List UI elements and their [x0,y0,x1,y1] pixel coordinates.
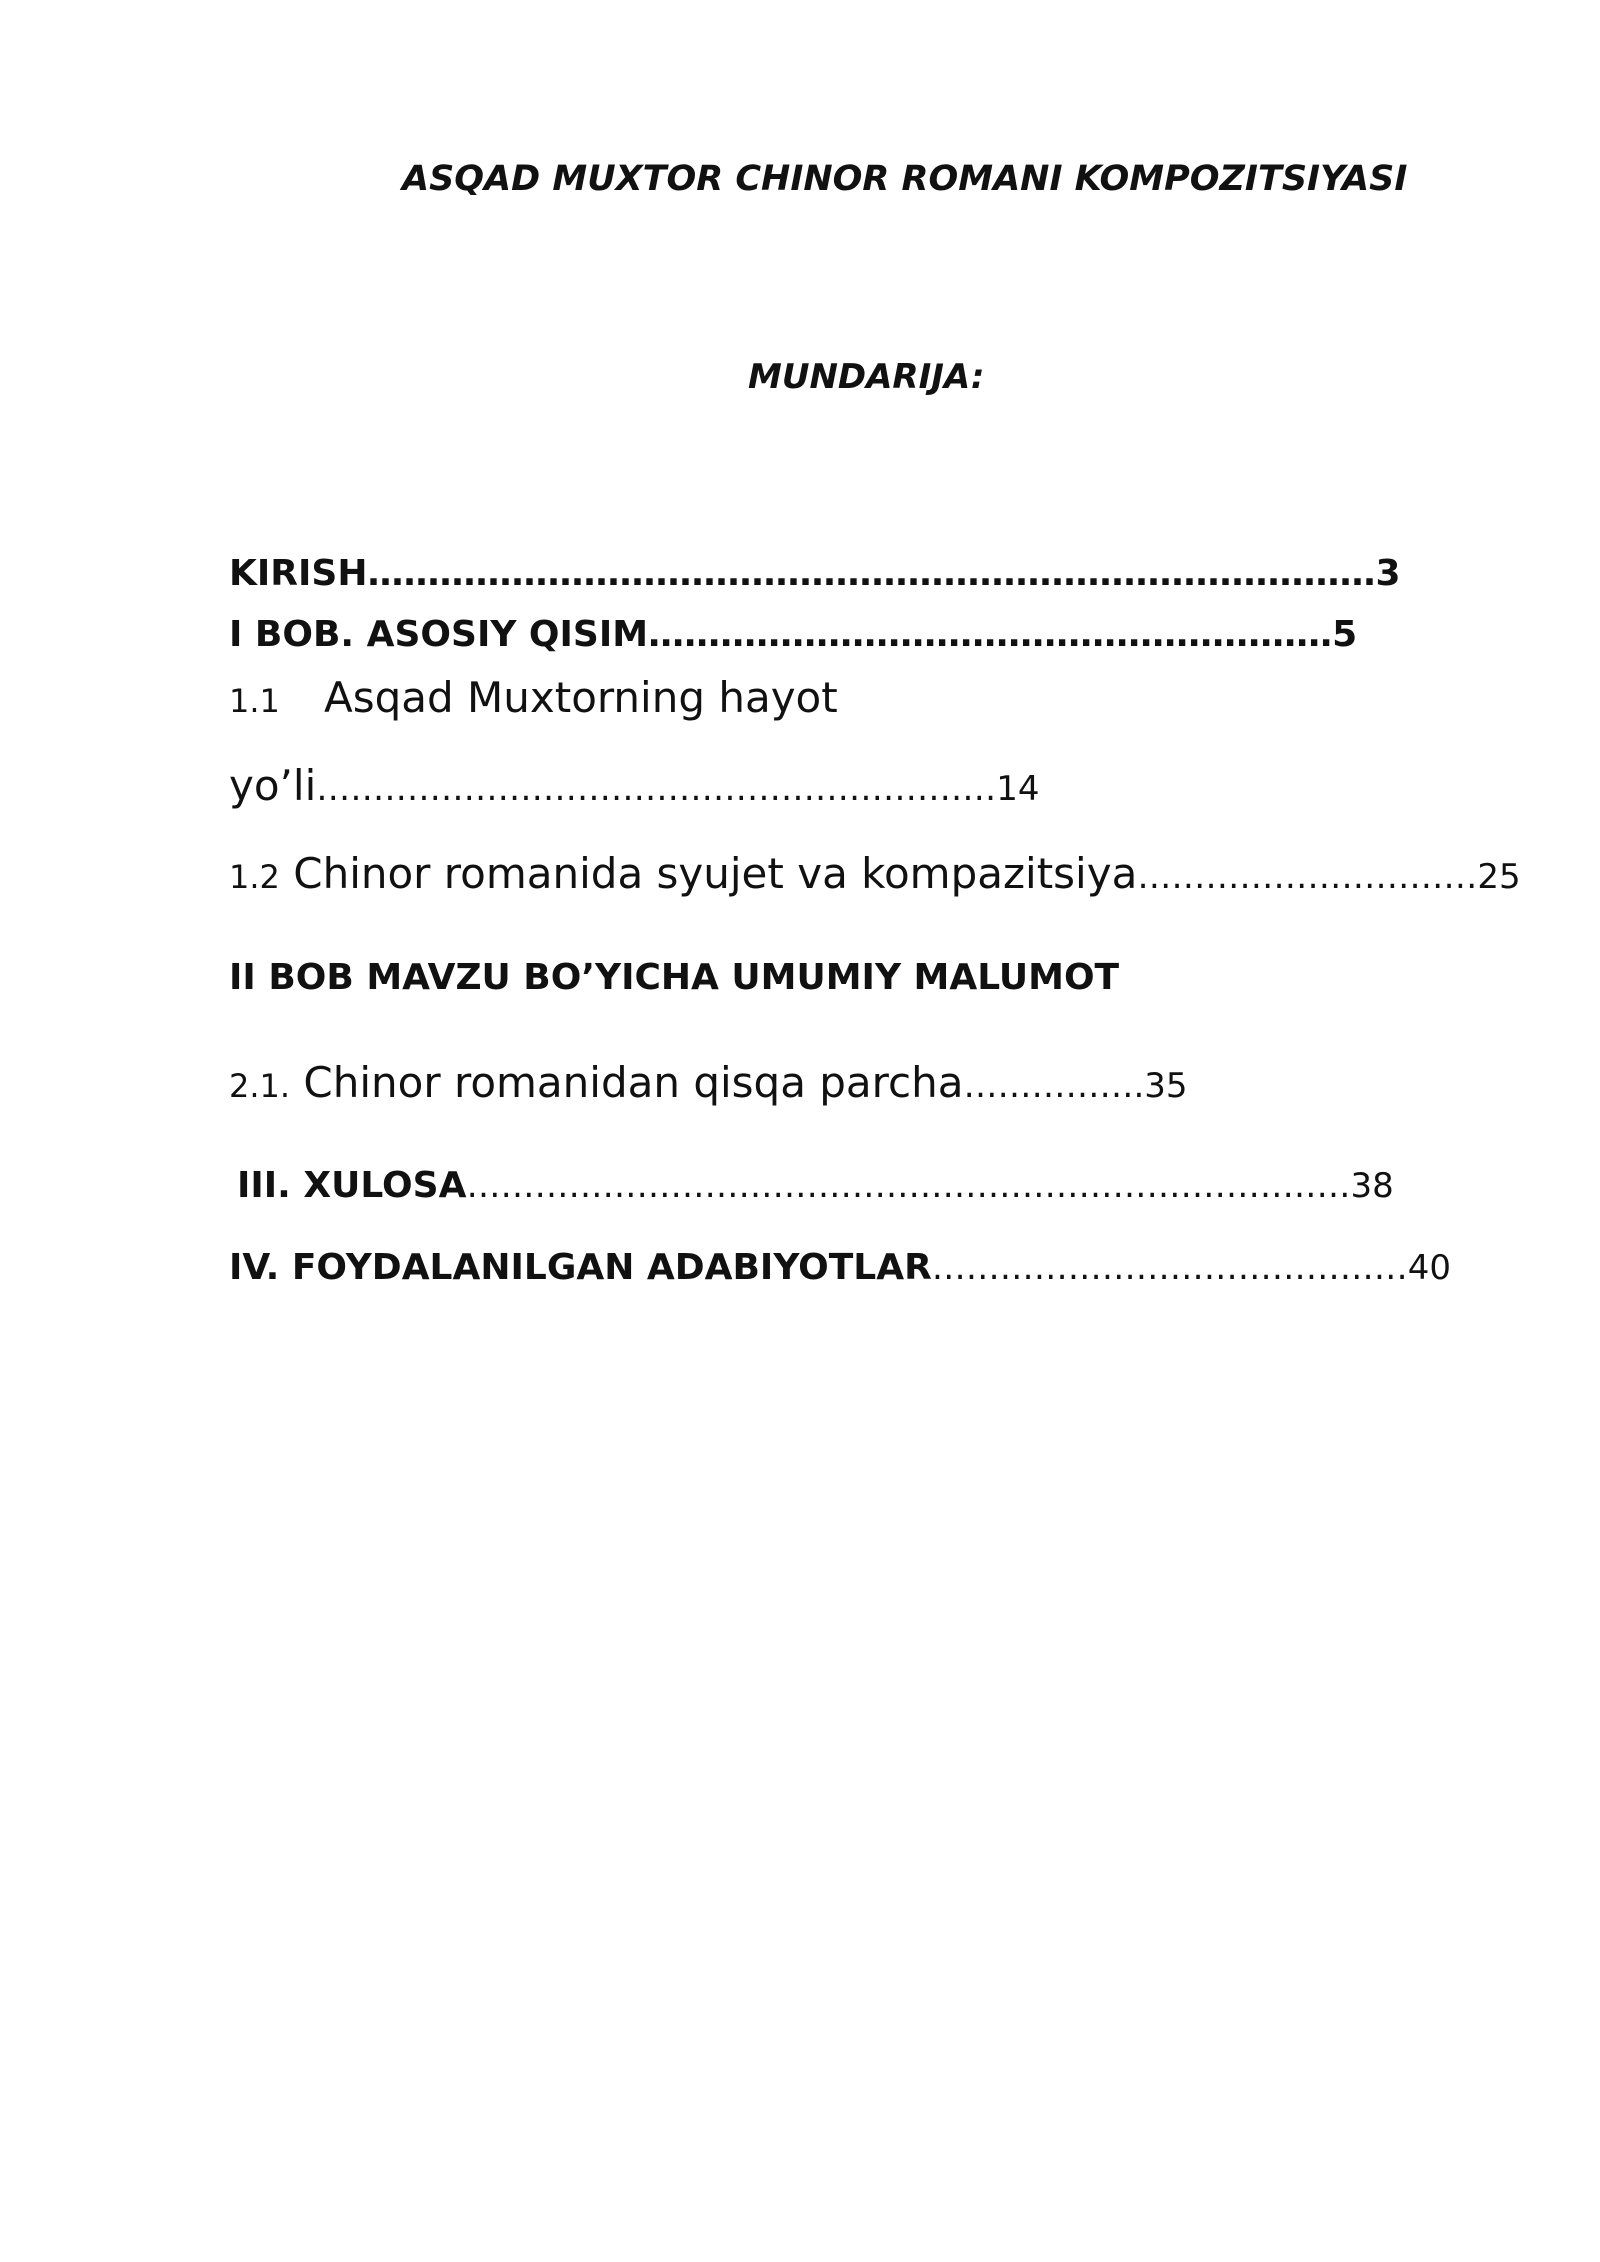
toc-entry-1-1-continued [229,761,1040,810]
toc-entry-spacer [280,849,293,898]
toc-entry-bob1 [229,614,1358,655]
toc-entry-page: 38 [1350,1166,1394,1206]
toc-entry-bob2 [229,957,1120,998]
toc-entry-xulosa [237,1165,1394,1206]
toc-entry-leader: ………………………………………………………………………… [367,553,1376,594]
toc-entry-label: Chinor romanidan qisqa parcha [303,1058,964,1107]
toc-entry-leader: ……………. [963,1066,1145,1106]
toc-heading: MUNDARIJA: [748,357,985,397]
toc-entry-leader: ………………………… [1137,857,1478,897]
toc-entry-adabiyotlar [229,1247,1452,1288]
document-title: ASQAD MUXTOR CHINOR ROMANI KOMPOZITSIYASI [402,159,1408,199]
toc-entry-page: 5 [1332,614,1358,655]
toc-entry-label: IV. FOYDALANILGAN ADABIYOTLAR [229,1247,932,1288]
toc-entry-number: 1.2 [229,858,280,896]
toc-entry-label: II BOB MAVZU BO’YICHA UMUMIY MALUMOT [229,957,1120,998]
toc-entry-label: Chinor romanida syujet va kompazitsiya [293,849,1138,898]
toc-entry-1-1 [229,673,838,722]
toc-entry-label: Asqad Muxtorning hayot [324,673,838,722]
toc-entry-page: 3 [1375,553,1401,594]
toc-entry-spacer [290,1058,303,1107]
toc-entry-label: III. XULOSA [237,1165,467,1206]
toc-entry-2-1 [229,1058,1188,1107]
toc-entry-label: KIRISH [229,553,368,594]
toc-entry-leader: …………………………………… [931,1248,1408,1288]
toc-entry-page: 35 [1144,1066,1188,1106]
toc-entry-label-continued: yo’li [229,761,317,810]
toc-entry-page: 40 [1407,1248,1452,1288]
toc-entry-kirish [229,553,1401,594]
toc-entry-leader: …………………………………………………………………… [466,1166,1351,1206]
toc-entry-leader: …………………………………………………… [316,769,997,809]
toc-entry-label: I BOB. ASOSIY QISIM [229,614,649,655]
toc-entry-page: 14 [996,769,1040,809]
toc-entry-1-2 [229,849,1521,898]
toc-entry-number: 1.1 [229,682,280,720]
toc-entry-leader: ………………………………………………… [648,614,1333,655]
toc-entry-number: 2.1. [229,1067,291,1105]
toc-entry-page: 25 [1477,857,1521,897]
